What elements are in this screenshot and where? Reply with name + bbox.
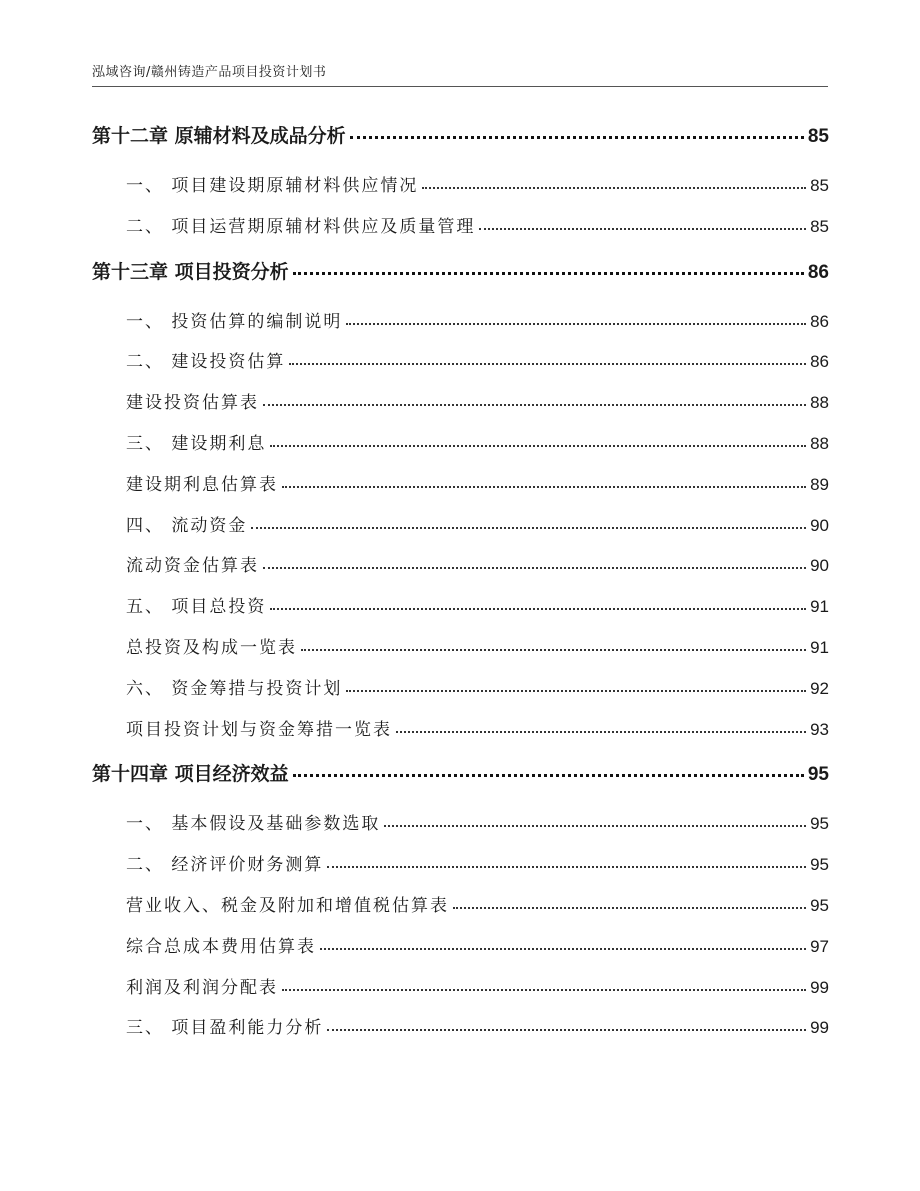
toc-item[interactable]: [92, 424, 829, 465]
dot-leader: [282, 473, 806, 490]
dot-leader: [251, 514, 806, 531]
toc-page-number: 88: [810, 433, 829, 453]
toc-entry-title: 一、 项目建设期原辅材料供应情况: [126, 176, 419, 196]
toc-item[interactable]: [92, 342, 829, 383]
toc-entry-title: 营业收入、税金及附加和增值税估算表: [126, 895, 449, 916]
dot-leader: [384, 812, 806, 829]
dot-leader: [263, 391, 806, 408]
toc-page-number: 93: [810, 719, 829, 739]
toc-chapter-13[interactable]: [92, 248, 829, 302]
toc-page-number: 85: [807, 126, 829, 147]
toc-entry-title: 建设期利息估算表: [126, 474, 278, 495]
toc-entry-title: 五、 项目总投资: [126, 597, 267, 618]
dot-leader: [327, 1016, 806, 1033]
toc-item[interactable]: [92, 506, 829, 547]
toc-entry-title: 第十四章 项目经济效益: [92, 763, 289, 786]
toc-item[interactable]: [92, 587, 829, 628]
dot-leader: [293, 259, 804, 278]
toc-entry-title: 第十二章 原辅材料及成品分析: [92, 125, 346, 147]
toc-chapter-14[interactable]: [92, 750, 829, 804]
dot-leader: [422, 174, 806, 191]
toc-item[interactable]: [92, 1008, 829, 1049]
toc-entry-title: 三、 项目盈利能力分析: [126, 1018, 324, 1039]
dot-leader: [479, 215, 806, 232]
toc-item[interactable]: [92, 302, 829, 343]
toc-page-number: 85: [810, 176, 829, 195]
toc-page-number: 86: [810, 311, 829, 331]
toc-page-number: 95: [810, 814, 829, 834]
toc-page-number: 99: [810, 1018, 829, 1038]
toc-item[interactable]: [92, 669, 829, 710]
dot-leader: [327, 853, 806, 870]
dot-leader: [270, 432, 806, 449]
toc-entry-title: 一、 基本假设及基础参数选取: [126, 814, 381, 835]
toc-page-number: 90: [810, 556, 829, 576]
toc-entry-title: 二、 经济评价财务测算: [126, 855, 324, 876]
toc-entry-title: 三、 建设期利息: [126, 433, 267, 454]
dot-leader: [282, 976, 806, 993]
dot-leader: [346, 310, 806, 327]
toc-page-number: 92: [810, 678, 829, 698]
toc-entry-title: 二、 项目运营期原辅材料供应及质量管理: [126, 216, 476, 237]
toc-entry-title: 一、 投资估算的编制说明: [126, 311, 343, 332]
toc-page-number: 91: [810, 637, 829, 657]
toc-page-number: 91: [810, 597, 829, 617]
toc-page-number: 97: [810, 936, 829, 956]
toc-item[interactable]: [92, 166, 829, 207]
running-header: 泓域咨询/赣州铸造产品项目投资计划书: [92, 65, 327, 80]
dot-leader: [320, 935, 806, 952]
toc-page-number: 86: [807, 261, 829, 283]
dot-leader: [263, 554, 806, 571]
toc-page-number: 95: [810, 895, 829, 915]
toc-entry-title: 第十三章 项目投资分析: [92, 260, 289, 283]
toc-page-number: 95: [810, 855, 829, 875]
toc-page-number: 88: [810, 393, 829, 413]
toc-entry-title: 综合总成本费用估算表: [126, 936, 316, 957]
toc-item[interactable]: [92, 710, 829, 751]
toc-item[interactable]: [92, 886, 829, 927]
toc-page-number: 85: [810, 216, 829, 236]
toc-entry-title: 六、 资金筹措与投资计划: [126, 678, 343, 699]
header-rule: [92, 86, 828, 87]
toc-entry-title: 四、 流动资金: [126, 515, 248, 536]
toc-page-number: 86: [810, 352, 829, 372]
toc-page-number: 99: [810, 977, 829, 997]
toc-item[interactable]: [92, 968, 829, 1009]
toc-item[interactable]: [92, 804, 829, 845]
toc-entry-title: 二、 建设投资估算: [126, 352, 286, 373]
dot-leader: [350, 123, 804, 142]
toc-entry-title: 总投资及构成一览表: [126, 637, 297, 658]
dot-leader: [453, 894, 806, 911]
toc-item[interactable]: [92, 546, 829, 587]
dot-leader: [293, 761, 804, 780]
toc-page-number: 89: [810, 474, 829, 494]
table-of-contents: [92, 112, 829, 1049]
toc-item[interactable]: [92, 927, 829, 968]
toc-chapter-12[interactable]: [92, 112, 829, 166]
toc-item[interactable]: [92, 383, 829, 424]
toc-entry-title: 利润及利润分配表: [126, 977, 278, 998]
dot-leader: [396, 718, 806, 735]
toc-entry-title: 流动资金估算表: [126, 556, 259, 577]
dot-leader: [301, 636, 806, 653]
dot-leader: [289, 350, 806, 367]
toc-page-number: 90: [810, 515, 829, 535]
toc-entry-title: 建设投资估算表: [126, 393, 259, 414]
toc-item[interactable]: [92, 207, 829, 248]
toc-page-number: 95: [807, 764, 829, 786]
toc-item[interactable]: [92, 465, 829, 506]
dot-leader: [346, 677, 806, 694]
toc-item[interactable]: [92, 628, 829, 669]
dot-leader: [270, 595, 806, 612]
toc-entry-title: 项目投资计划与资金筹措一览表: [126, 719, 392, 740]
toc-item[interactable]: [92, 845, 829, 886]
